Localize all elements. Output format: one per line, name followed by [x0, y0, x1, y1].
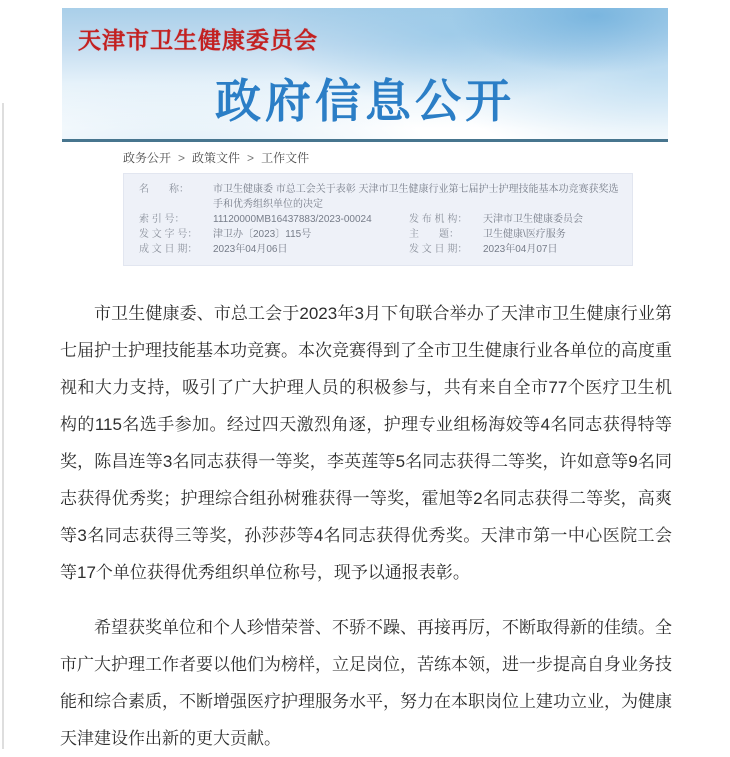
content [60, 8, 672, 757]
meta-value-doc-no: 津卫办〔2023〕115号 [213, 229, 312, 240]
banner [62, 8, 668, 139]
meta-label-index-no: 索 引 号： [139, 214, 185, 225]
breadcrumb-item-zhengcewenjian[interactable]: 政策文件 [192, 151, 241, 165]
meta-value-name: 市卫生健康委 市总工会关于表彰 天津市卫生健康行业第七届护士护理技能基本功竞赛获奖选手和优秀组织单位的决定 [213, 184, 619, 210]
meta-value-publish-date: 2023年04月07日 [483, 244, 558, 255]
meta-value-index-no: 11120000MB16437883/2023-00024 [213, 214, 372, 225]
meta-row-docno [139, 227, 632, 242]
article-body [60, 295, 672, 757]
banner-divider [62, 139, 668, 142]
article-paragraph-2: 希望获奖单位和个人珍惜荣誉、不骄不躁、再接再厉，不断取得新的佳绩。全市广大护理工作者要以他们为榜样，立足岗位，苦练本领，进一步提高自身业务技能和综合素质，不断增强医疗护理服务水平，努力在本职岗位上建功立业，为健康天津建设作出新的更大贡献。 [60, 618, 672, 748]
left-edge-line [2, 103, 4, 749]
breadcrumb-item-gongzuowenjian[interactable]: 工作文件 [261, 151, 310, 165]
site-logo-text: 天津市卫生健康委员会 [78, 27, 318, 53]
breadcrumb-separator: > [247, 151, 255, 165]
meta-label-name: 名 称： [139, 184, 189, 195]
meta-row-name [139, 182, 632, 212]
meta-value-issuer: 天津市卫生健康委员会 [483, 214, 583, 225]
meta-label-doc-no: 发 文 字 号： [139, 229, 198, 240]
meta-label-subject: 主 题： [409, 229, 459, 240]
breadcrumb-item-zhengwugongkai[interactable]: 政务公开 [123, 151, 172, 165]
meta-row-index [139, 212, 632, 227]
breadcrumb [123, 151, 668, 166]
article-paragraph-1: 市卫生健康委、市总工会于2023年3月下旬联合举办了天津市卫生健康行业第七届护士护理技能基本功竞赛。本次竞赛得到了全市卫生健康行业各单位的高度重视和大力支持，吸引了广大护理人员的积极参与，共有来自全市77个医疗卫生机构的115名选手参加。经过四天激烈角逐，护理专业组杨海姣等4名同志获得特等奖，陈昌连等3名同志获得一等奖，李英莲等5名同志获得二等奖，许如意等9名同志获得优秀奖；护理综合组孙树雅获得一等奖，霍旭等2名同志获得二等奖，高爽等3名同志获得三等奖，孙莎莎等4名同志获得优秀奖。天津市第一中心医院工会等17个单位获得优秀组织单位称号，现予以通报表彰。 [60, 304, 672, 582]
document-meta-table [123, 173, 633, 266]
meta-label-written-date: 成 文 日 期： [139, 244, 198, 255]
page-title: 政府信息公开 [215, 75, 515, 127]
meta-label-publish-date: 发 文 日 期： [409, 244, 468, 255]
meta-value-written-date: 2023年04月06日 [213, 244, 288, 255]
meta-label-issuer: 发 布 机 构： [409, 214, 468, 225]
meta-row-dates [139, 242, 632, 257]
meta-value-subject: 卫生健康\医疗服务 [483, 229, 566, 240]
breadcrumb-separator: > [178, 151, 186, 165]
